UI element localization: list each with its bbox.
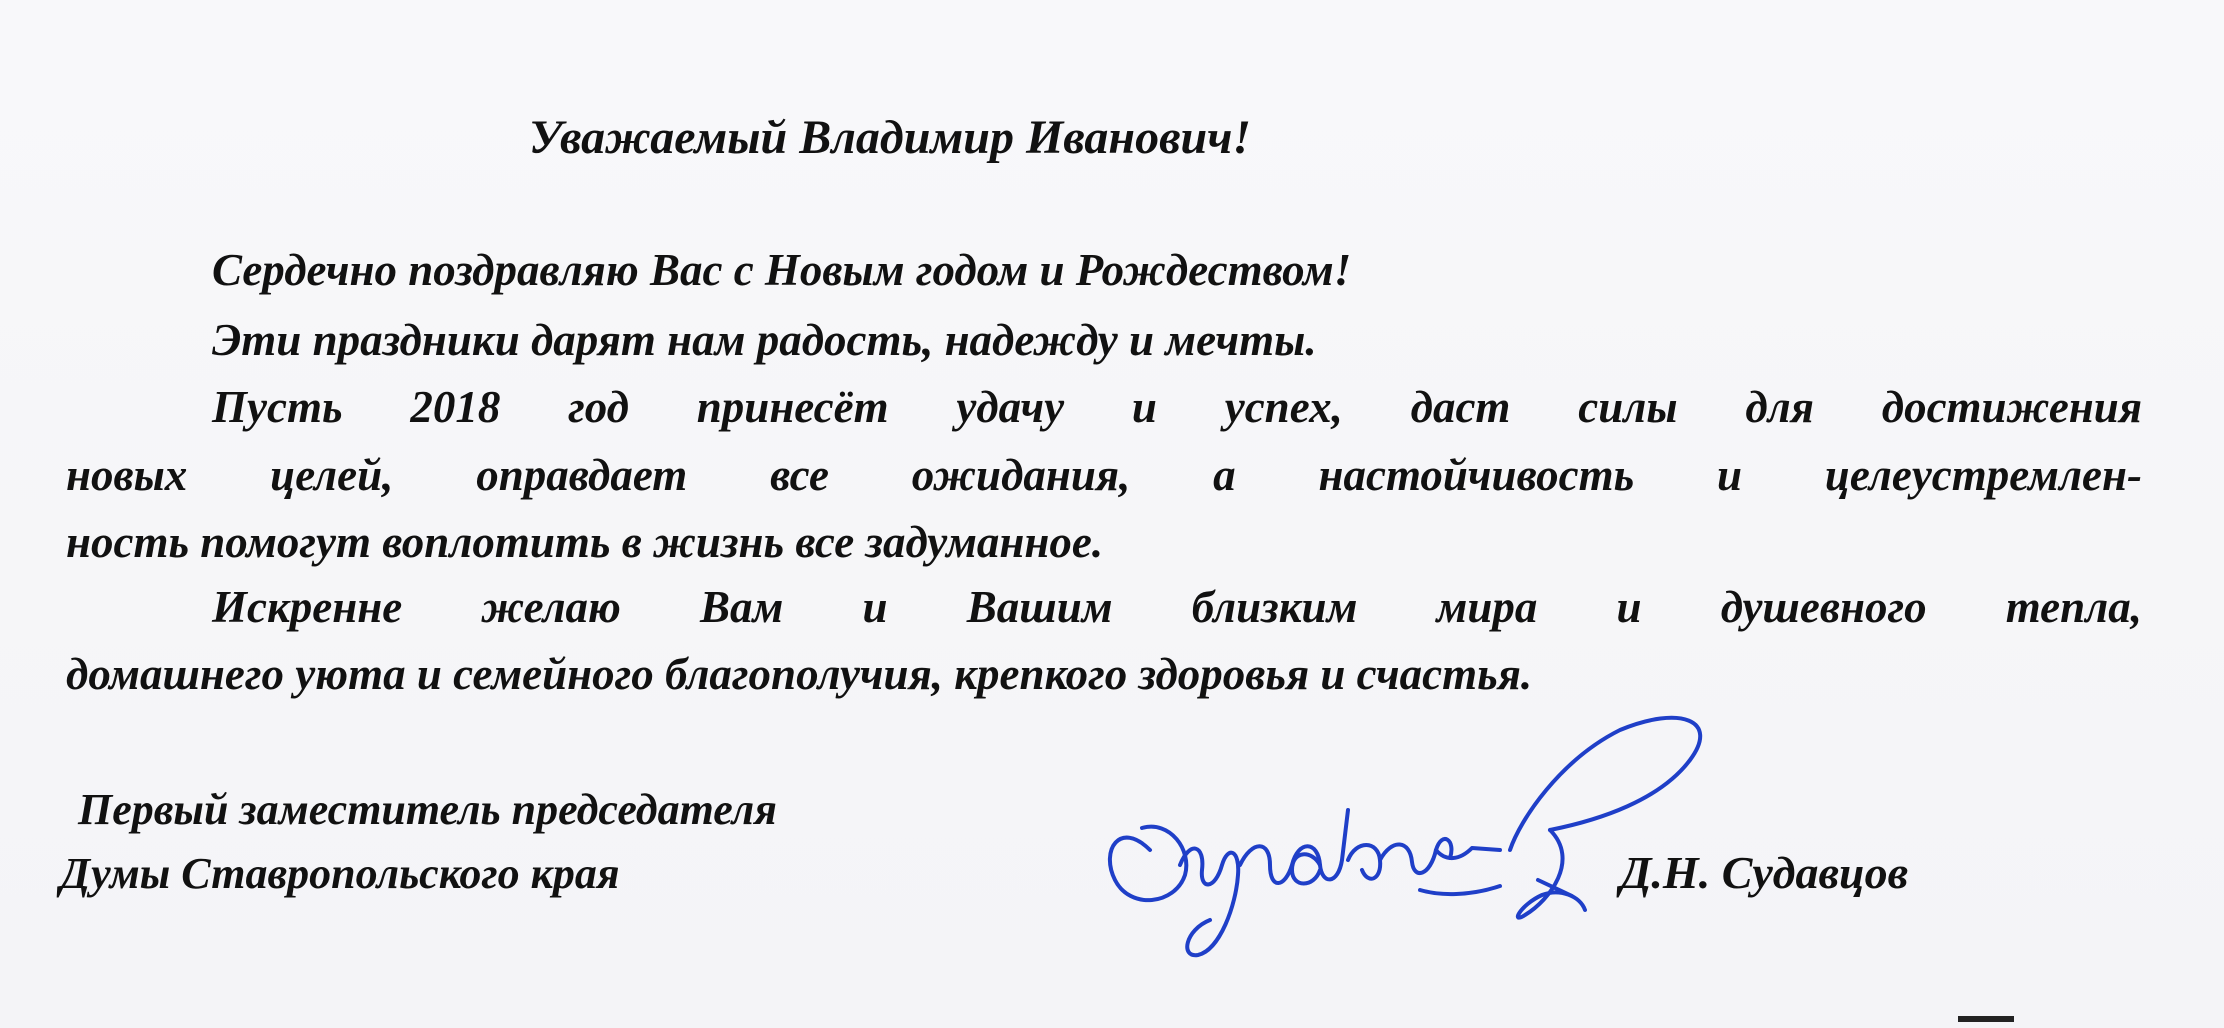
signatory-name: Д.Н. Судавцов xyxy=(1620,847,1909,898)
body-line-wish-end: ность помогут воплотить в жизнь все задуманное. xyxy=(66,517,1104,567)
salutation: Уважаемый Владимир Иванович! xyxy=(528,111,1252,164)
signatory-title-line2: Думы Ставропольского края xyxy=(60,849,620,898)
body-line-congratulation: Сердечно поздравляю Вас с Новым годом и Рождеством! xyxy=(212,245,1352,295)
signatory-title-line1: Первый заместитель председателя xyxy=(78,785,777,834)
body-line-sincere: Искренне желаю Вам и Вашим близким мира и душевного тепла, xyxy=(212,582,2142,632)
handwritten-signature xyxy=(1080,700,1800,970)
corner-mark xyxy=(1958,1016,2014,1022)
body-line-wish-goals: новых целей, оправдает все ожидания, а настойчивость и целеустремлен- xyxy=(66,450,2142,500)
body-line-wish-year: Пусть 2018 год принесёт удачу и успех, даст силы для достижения xyxy=(212,382,2142,432)
body-line-sincere-end: домашнего уюта и семейного благополучия, крепкого здоровья и счастья. xyxy=(66,649,1533,699)
body-line-holidays: Эти праздники дарят нам радость, надежду и мечты. xyxy=(212,315,1317,365)
